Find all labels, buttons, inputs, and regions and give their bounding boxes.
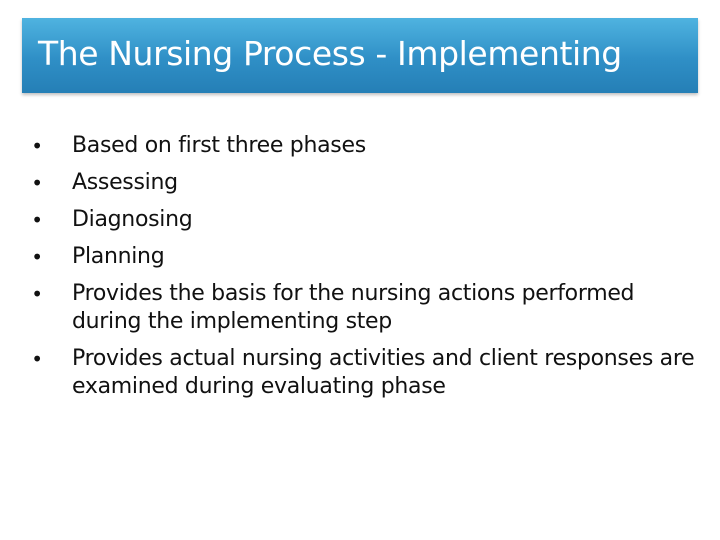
bullet-item — [30, 132, 700, 160]
bullet-icon: • — [31, 208, 43, 232]
bullet-item — [30, 169, 700, 197]
bullet-text: Planning — [72, 244, 165, 269]
bullet-item — [30, 206, 700, 234]
bullet-text: Based on first three phases — [72, 133, 366, 158]
slide-title: The Nursing Process - Implementing — [38, 34, 622, 73]
bullet-icon: • — [31, 171, 43, 195]
bullet-item — [30, 243, 700, 271]
bullet-icon: • — [31, 245, 43, 269]
bullet-text: Assessing — [72, 170, 178, 195]
bullet-icon: • — [31, 282, 43, 306]
bullet-list — [30, 132, 700, 410]
bullet-icon: • — [31, 134, 43, 158]
bullet-item — [30, 345, 700, 401]
bullet-text: Provides actual nursing activities and client responses are examined during evaluating phase — [72, 346, 695, 399]
bullet-item — [30, 280, 700, 336]
bullet-icon: • — [31, 347, 43, 371]
title-bar — [22, 18, 698, 93]
bullet-text: Diagnosing — [72, 207, 193, 232]
bullet-text: Provides the basis for the nursing actions performed during the implementing step — [72, 281, 635, 334]
